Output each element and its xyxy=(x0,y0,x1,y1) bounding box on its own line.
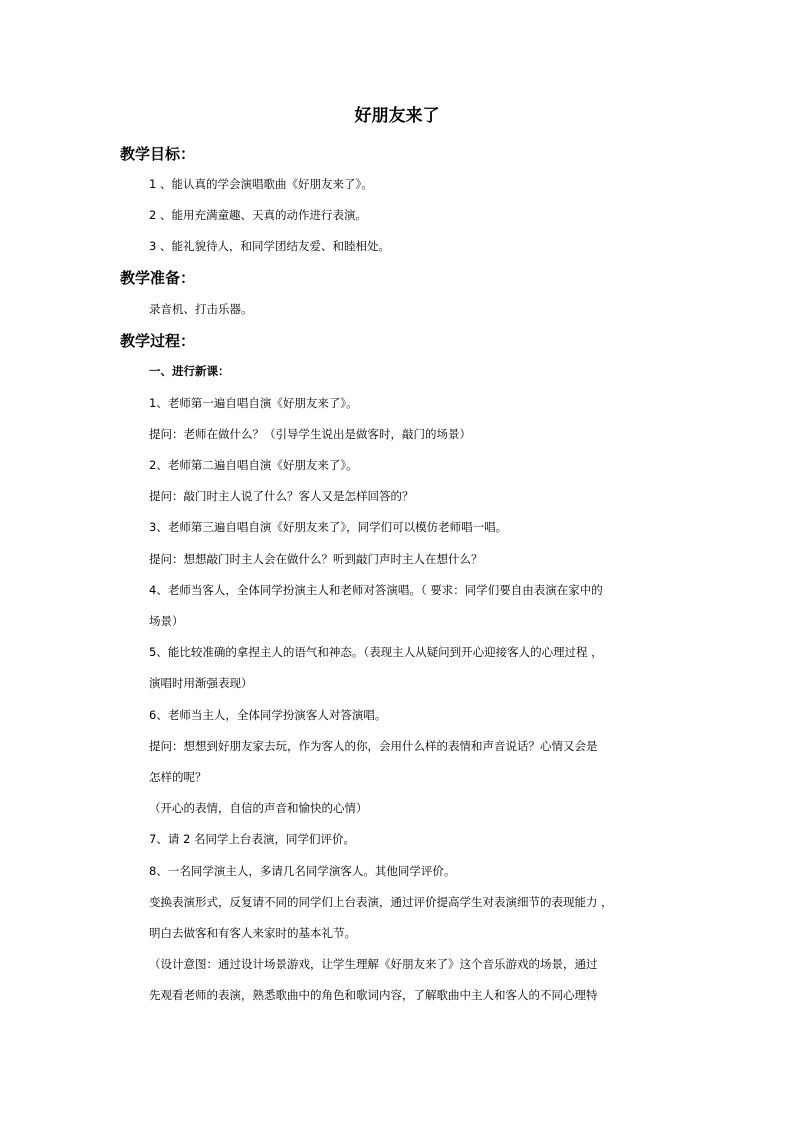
preparation-heading: 教学准备： xyxy=(120,269,196,287)
process-line: 场景） xyxy=(149,614,184,628)
goal-item: 2 、能用充满童趣、天真的动作进行表演。 xyxy=(149,208,367,222)
process-line: 提问：敲门时主人说了什么？客人又是怎样回答的？ xyxy=(149,489,414,503)
process-line: 5、能比较准确的拿捏主人的语气和神态。（表现主人从疑问到开心迎接客人的心理过程 ， xyxy=(149,645,603,659)
preparation-text: 录音机、打击乐器。 xyxy=(149,302,253,316)
process-line: 2、老师第二遍自唱自演《好朋友来了》。 xyxy=(149,458,358,472)
process-line: 4、老师当客人，全体同学扮演主人和老师对答演唱。（ 要求：同学们要自由表演在家中的 xyxy=(149,583,603,597)
process-line: 提问：想想敲门时主人会在做什么？听到敲门声时主人在想什么？ xyxy=(149,552,483,566)
process-line: 8、一名同学演主人，多请几名同学演客人。其他同学评价。 xyxy=(149,864,456,878)
process-line: 先观看老师的表演，熟悉歌曲中的角色和歌词内容，了解歌曲中主人和客人的不同心理特 xyxy=(149,988,598,1002)
process-line: 提问：想想到好朋友家去玩，作为客人的你，会用什么样的表情和声音说话？心情又会是 xyxy=(149,739,598,753)
process-line: 7、请 2 名同学上台表演，同学们评价。 xyxy=(149,832,355,846)
process-line: 演唱时用渐强表现） xyxy=(149,676,253,690)
process-line: 怎样的呢？ xyxy=(149,770,207,784)
process-line: 1、老师第一遍自唱自演《好朋友来了》。 xyxy=(149,396,358,410)
process-line: 提问：老师在做什么？（引导学生说出是做客时，敲门的场景） xyxy=(149,427,471,441)
goal-item: 1 、能认真的学会演唱歌曲《好朋友来了》。 xyxy=(149,177,373,191)
process-line: 3、老师第三遍自唱自演《好朋友来了》，同学们可以模仿老师唱一唱。 xyxy=(149,520,508,534)
goals-heading: 教学目标： xyxy=(120,145,196,163)
process-line: （设计意图：通过设计场景游戏，让学生理解《好朋友来了》这个音乐游戏的场景，通过 xyxy=(149,957,598,971)
goal-item: 3 、能礼貌待人，和同学团结友爱、和睦相处。 xyxy=(149,239,390,253)
process-subheading: 一、进行新课： xyxy=(149,364,230,378)
document-title: 好朋友来了 xyxy=(354,106,440,126)
process-line: （开心的表情，自信的声音和愉快的心情） xyxy=(149,801,368,815)
process-line: 6、老师当主人，全体同学扮演客人对答演唱。 xyxy=(149,708,387,722)
process-line: 明白去做客和有客人来家时的基本礼节。 xyxy=(149,926,356,940)
process-line: 变换表演形式，反复请不同的同学们上台表演，通过评价提高学生对表演细节的表现能力 ， xyxy=(149,895,613,909)
process-heading: 教学过程： xyxy=(120,332,196,350)
